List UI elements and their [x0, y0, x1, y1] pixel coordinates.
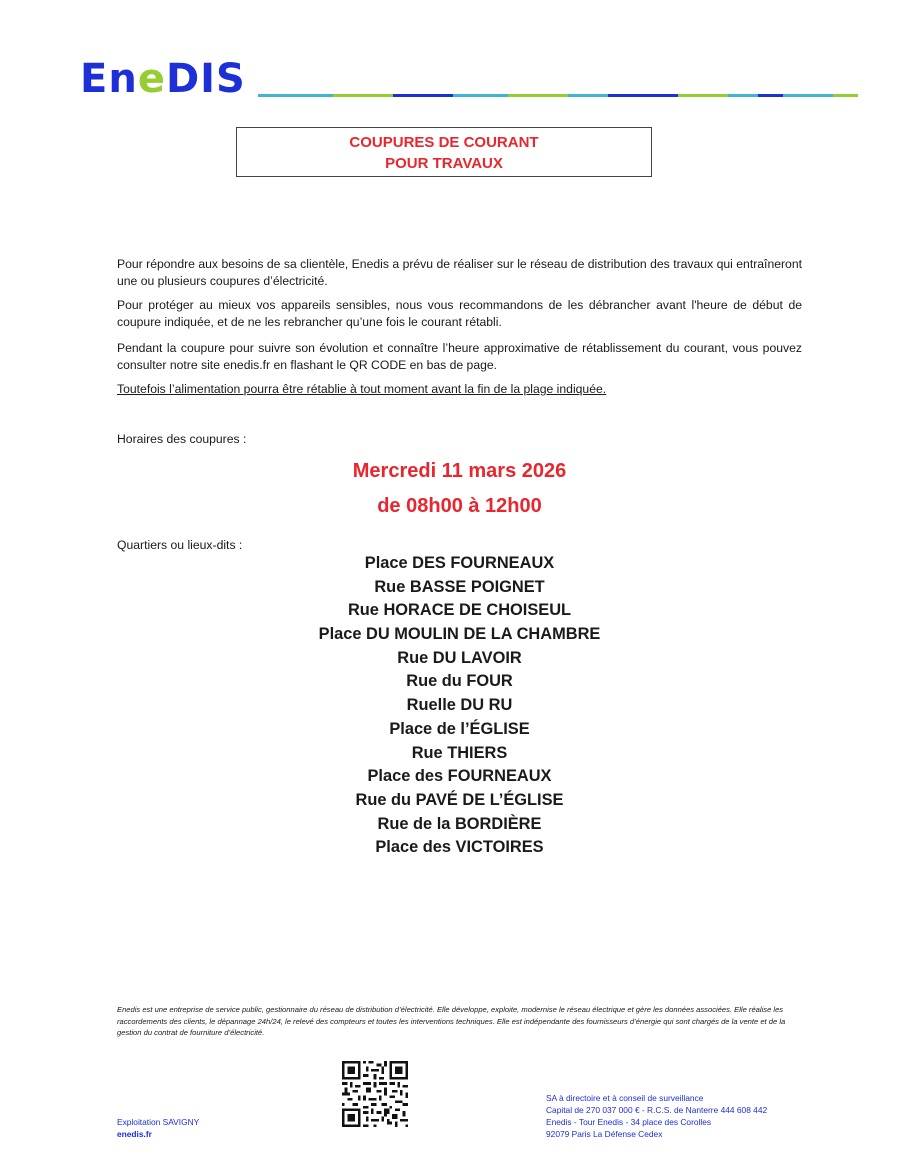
place-item: Rue du PAVÉ DE L’ÉGLISE — [355, 790, 564, 809]
place-item: Place DES FOURNEAUX — [364, 554, 555, 572]
title-line-2: POUR TRAVAUX — [385, 155, 503, 172]
place-item: Rue THIERS — [411, 743, 508, 762]
legal-line-4: 92079 Paris La Défense Cedex — [546, 1129, 663, 1139]
place-item: Place des VICTOIRES — [375, 838, 544, 857]
title-line-1: COUPURES DE COURANT — [349, 134, 539, 151]
legal-line-2: Capital de 270 037 000 € - R.C.S. de Nanterre 444 608 442 — [546, 1105, 768, 1115]
intro-paragraph-3: Pendant la coupure pour suivre son évolution et connaître l’heure approximative de rétablissement du courant, vous pouvez consulter notre site enedis.fr en flashant le QR CODE en bas de page. — [117, 341, 802, 372]
outage-hours: de 08h00 à 12h00 — [377, 495, 542, 517]
place-item: Place des FOURNEAUX — [367, 767, 552, 786]
exploitation-label: Exploitation SAVIGNY — [117, 1117, 200, 1127]
intro-paragraph-4 — [117, 381, 802, 398]
title-box — [236, 127, 652, 177]
places-list — [117, 552, 802, 860]
place-item: Rue BASSE POIGNET — [374, 577, 545, 596]
legal-line-1: SA à directoire et à conseil de surveillance — [546, 1093, 704, 1103]
restoration-notice-end: . — [602, 382, 607, 396]
outage-date: Mercredi 11 mars 2026 — [352, 460, 567, 482]
logo-text-part2: e — [137, 56, 166, 102]
enedis-logo — [80, 56, 252, 102]
place-item: Rue DU LAVOIR — [397, 648, 522, 667]
place-item: Ruelle DU RU — [406, 696, 513, 715]
restoration-notice: Toutefois l’alimentation pourra être rétablie à tout moment avant la fin de la plage indiquée — [117, 382, 603, 396]
place-item: Place DU MOULIN DE LA CHAMBRE — [318, 625, 601, 644]
logo-text-part3: DIS — [165, 56, 246, 102]
header-rule — [258, 94, 858, 97]
legal-line-3: Enedis - Tour Enedis - 34 place des Corolles — [546, 1117, 712, 1127]
intro-paragraph-2: Pour protéger au mieux vos appareils sensibles, nous vous recommandons de les débrancher avant l'heure de début de coupure indiquée, et de ne les rebrancher qu’une fois le courant rétabli. — [117, 298, 802, 329]
place-item: Rue de la BORDIÈRE — [377, 814, 542, 833]
website-link[interactable]: enedis.fr — [117, 1129, 152, 1139]
logo-text-part1: En — [80, 56, 138, 102]
place-item: Rue HORACE DE CHOISEUL — [347, 601, 572, 620]
places-label: Quartiers ou lieux-dits : — [117, 538, 243, 552]
footer-legal — [546, 1092, 767, 1140]
company-disclaimer: Enedis est une entreprise de service public, gestionnaire du réseau de distribution d’électricité. Elle développe, exploite, modernise le réseau électrique et gère les données associées. Elle réalise les raccordements des clients, le dépannage 24h/24, le relevé des compteurs et toutes les interventions techniques. Elle est indépendante des fournisseurs d’énergie qui sont chargés de la vente et de la gestion du contrat de fourniture d’électricité. — [117, 1005, 786, 1037]
footer-left — [117, 1116, 199, 1140]
schedule-label: Horaires des coupures : — [117, 432, 247, 446]
place-item: Place de l’ÉGLISE — [389, 719, 530, 738]
intro-paragraph-1: Pour répondre aux besoins de sa clientèle, Enedis a prévu de réaliser sur le réseau de distribution des travaux qui entraîneront une ou plusieurs coupures d’électricité. — [117, 257, 802, 288]
qr-code-icon[interactable] — [342, 1060, 408, 1128]
place-item: Rue du FOUR — [406, 672, 513, 691]
